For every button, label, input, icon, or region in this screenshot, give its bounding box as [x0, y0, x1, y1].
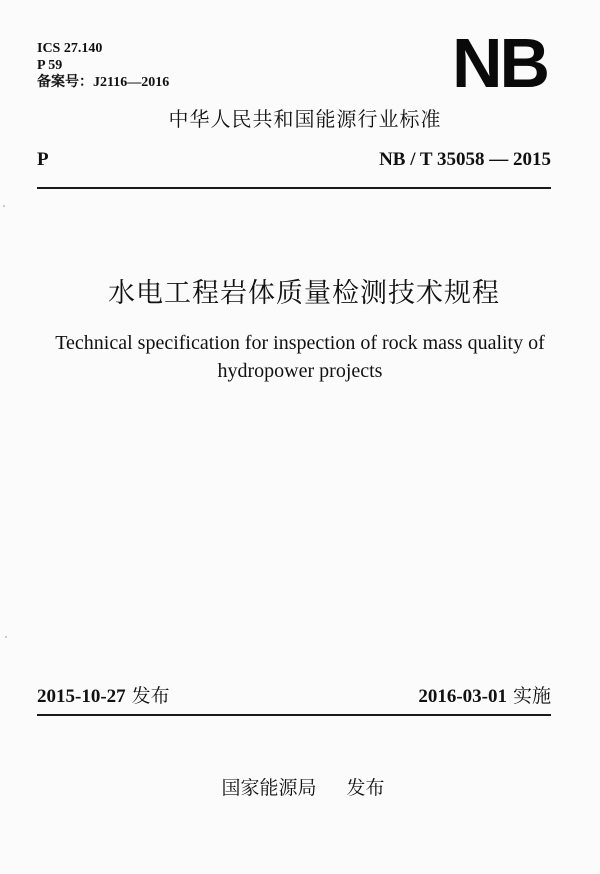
- title-chinese: 水电工程岩体质量检测技术规程: [108, 278, 500, 309]
- class-code-p59: P 59: [37, 58, 63, 73]
- classification-code: P: [37, 149, 49, 170]
- industry-standard-heading: 中华人民共和国能源行业标准: [168, 107, 442, 131]
- issue-date-value: 2015-10-27: [37, 686, 126, 707]
- scan-speck: [5, 636, 7, 638]
- title-english-line-1: Technical specification for inspection of rock mass quality of: [55, 332, 545, 354]
- publisher-name: 国家能源局: [221, 777, 317, 799]
- title-english-line-2: hydropower projects: [217, 360, 383, 382]
- bottom-divider: [37, 714, 551, 716]
- implementation-date: [418, 684, 551, 709]
- top-divider: [37, 187, 551, 189]
- publisher: [0, 775, 600, 801]
- standard-number: NB / T 35058 — 2015: [379, 149, 551, 170]
- title-english: [30, 329, 570, 385]
- issue-label: 发布: [131, 685, 170, 707]
- ics-code: ICS 27.140: [37, 41, 103, 56]
- publisher-label: 发布: [346, 777, 385, 799]
- scan-speck: [3, 205, 5, 207]
- nb-logo: NB: [452, 24, 548, 102]
- issue-date: [37, 684, 170, 709]
- implementation-date-value: 2016-03-01: [418, 686, 507, 707]
- record-number: 备案号：J2116—2016: [37, 75, 170, 90]
- implementation-label: 实施: [512, 685, 551, 707]
